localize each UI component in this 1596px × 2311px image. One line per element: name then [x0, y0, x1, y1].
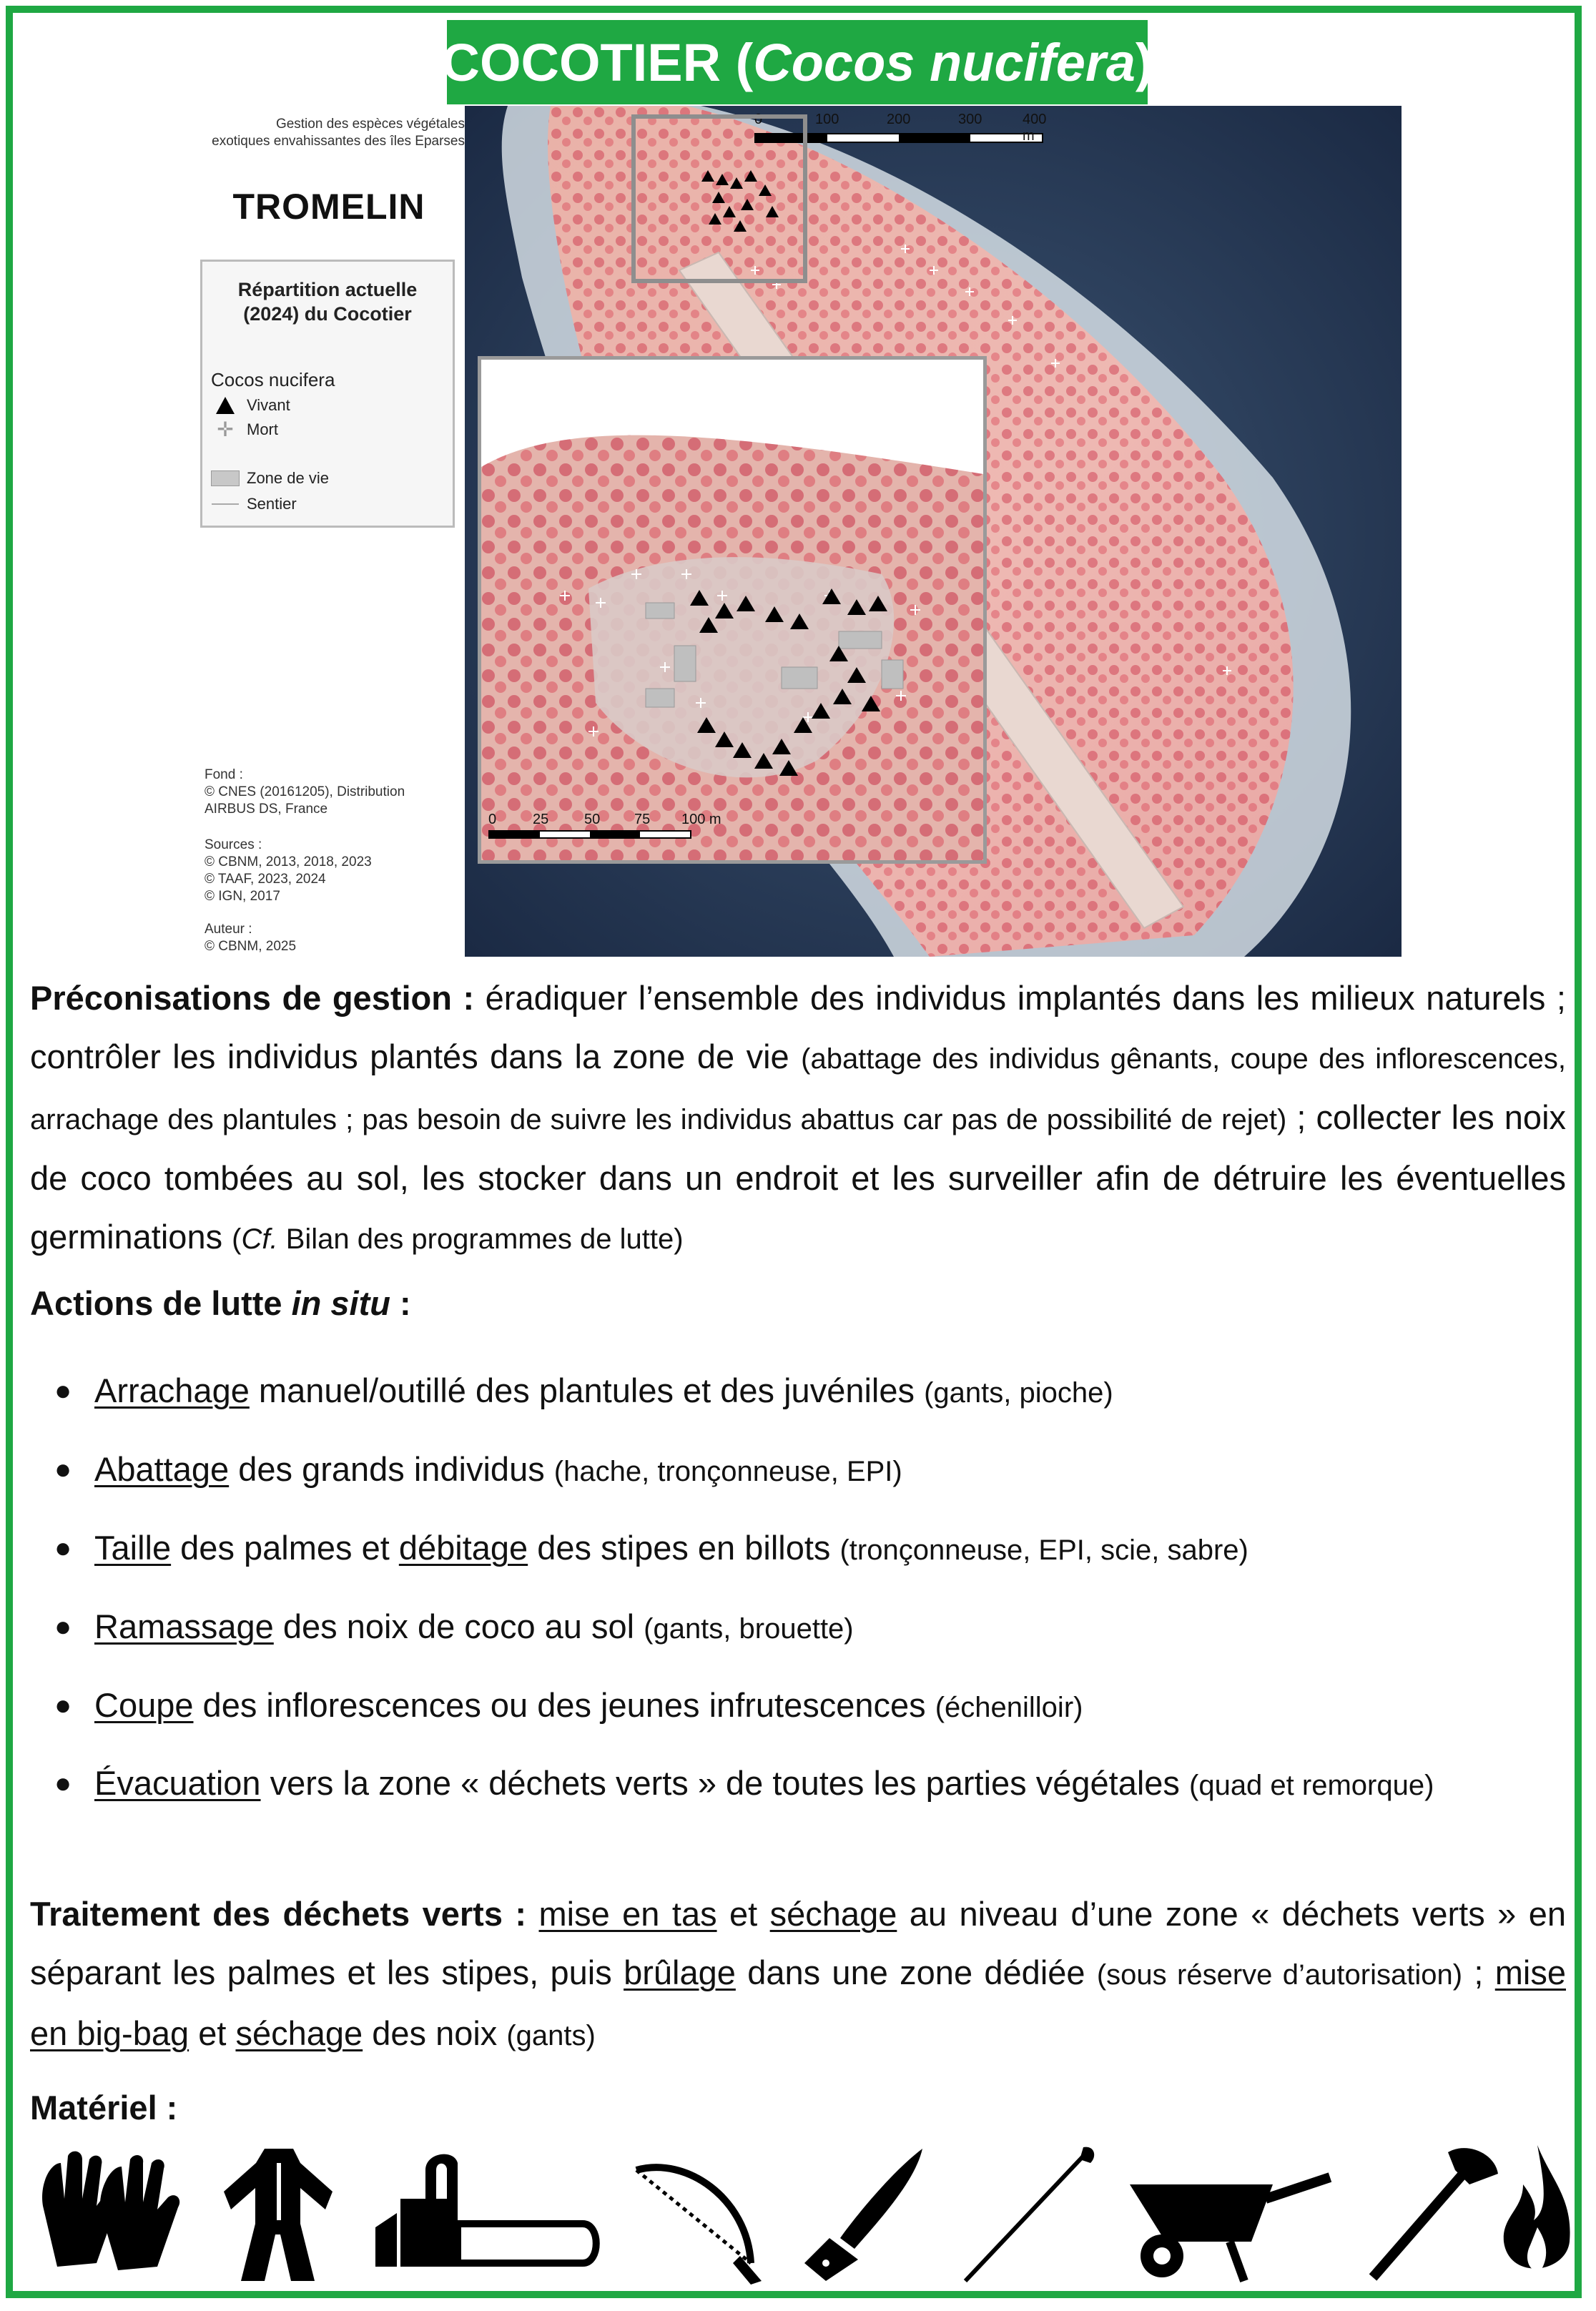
preconisations-bilan: Bilan des programmes de lutte) — [277, 1223, 684, 1255]
org-line-1: Gestion des espèces végétales — [275, 117, 465, 132]
scale-inset-0: 0 — [488, 812, 497, 827]
legend-title — [202, 277, 453, 326]
legend-alive-label: Vivant — [247, 396, 290, 414]
legend-title-line-2: (2024) du Cocotier — [243, 303, 412, 325]
action-tools: (gants, brouette) — [644, 1613, 854, 1645]
legend-title-line-1: Répartition actuelle — [237, 279, 418, 300]
traitement-gants: (gants) — [506, 2020, 596, 2051]
map-legend — [200, 260, 455, 528]
gloves-icon — [29, 2142, 186, 2285]
traitement-space — [526, 1895, 538, 1933]
map-organization — [193, 116, 465, 150]
traitement-big-bag: mise en big-bag — [30, 1953, 1566, 2052]
fond-line-2: AIRBUS DS, France — [205, 802, 328, 817]
action-text: des grands individus — [229, 1450, 554, 1488]
list-item: ● Abattage des grands individus (hache, tronçonneuse, EPI) — [54, 1450, 902, 1488]
materiel-heading: Matériel : — [30, 2089, 178, 2127]
map-credits-author — [205, 921, 296, 955]
legend-row-dead — [211, 420, 278, 439]
preconisations-paragraph — [30, 969, 1566, 1268]
action-text: des inflorescences ou des jeunes infrutescences — [193, 1686, 935, 1724]
traitement-reserve: (sous réserve d’autorisation) — [1096, 1959, 1463, 1991]
action-tools: (gants, pioche) — [924, 1377, 1113, 1409]
org-line-2: exotiques envahissantes des îles Eparses — [212, 134, 465, 149]
title-main: COCOTIER ( — [441, 32, 754, 92]
action-coupe: Coupe — [94, 1686, 194, 1724]
traitement-text-5: et — [189, 2014, 236, 2052]
scale-main-0: 0 — [754, 112, 763, 127]
preconisations-cf: Cf. — [241, 1223, 278, 1255]
preconisations-paren-open: ( — [232, 1223, 242, 1255]
sources-label: Sources : — [205, 837, 262, 852]
map-inset — [478, 356, 987, 864]
zone-swatch-icon — [211, 470, 240, 486]
action-tools: (quad et remorque) — [1189, 1770, 1434, 1801]
list-item: ● Coupe des inflorescences ou des jeunes infrutescences (échenilloir) — [54, 1686, 1083, 1724]
action-text: des noix de coco au sol — [273, 1607, 644, 1645]
map-credits-sources — [205, 837, 372, 905]
preconisations-text-3: ; collecter les noix de coco tombées au sol, les stocker dans un endroit et les surveiller afin de détruire les éventuelles germinations — [30, 1098, 1567, 1256]
legend-row-zone — [211, 469, 329, 488]
map-zoom-rectangle — [631, 114, 807, 283]
traitement-sechage: séchage — [769, 1895, 897, 1933]
scale-main-300: 300 — [958, 112, 982, 127]
author-line-1: © CBNM, 2025 — [205, 939, 297, 954]
path-line-icon — [212, 503, 239, 505]
legend-path-label: Sentier — [247, 495, 297, 513]
action-text: des stipes en billots — [528, 1529, 840, 1567]
list-item: ● Arrachage manuel/outillé des plantules et des juvéniles (gants, pioche) — [54, 1371, 1113, 1409]
bow-saw-icon — [622, 2142, 765, 2285]
legend-row-alive — [211, 396, 290, 415]
map-island-name: TROMELIN — [232, 187, 425, 227]
axe-icon — [1359, 2142, 1502, 2285]
list-item: ● Taille des palmes et débitage des stipes en billots (tronçonneuse, EPI, scie, sabre) — [54, 1529, 1248, 1567]
legend-species: Cocos nucifera — [211, 369, 335, 390]
traitement-brulage: brûlage — [624, 1953, 736, 1991]
actions-list — [30, 1363, 1566, 1813]
action-text: manuel/outillé des plantules et des juvéniles — [249, 1371, 925, 1409]
actions-label-colon: : — [390, 1284, 411, 1322]
actions-label-insitu: in situ — [291, 1284, 390, 1322]
scale-main-100: 100 — [815, 112, 839, 127]
action-tools: (hache, tronçonneuse, EPI) — [553, 1456, 902, 1487]
author-label: Auteur : — [205, 922, 252, 937]
traitement-mise-en-tas: mise en tas — [538, 1895, 717, 1933]
scale-inset-75: 75 — [634, 812, 651, 827]
fond-line-1: © CNES (20161205), Distribution — [205, 784, 405, 799]
action-evacuation: Évacuation — [94, 1764, 261, 1802]
title-latin: Cocos nucifera — [753, 32, 1136, 92]
traitement-text-4: ; — [1462, 1953, 1495, 1991]
action-tools: (échenilloir) — [935, 1692, 1083, 1723]
inset-map-image — [481, 360, 983, 860]
triangle-icon — [216, 397, 235, 414]
machete-icon — [787, 2142, 930, 2285]
coverall-icon — [211, 2142, 347, 2285]
page-title — [441, 20, 1153, 104]
wheelbarrow-icon — [1123, 2142, 1337, 2285]
sources-line-2: © TAAF, 2023, 2024 — [205, 872, 326, 887]
action-taille: Taille — [94, 1529, 172, 1567]
map-scale-inset — [488, 812, 721, 839]
action-tools: (tronçonneuse, EPI, scie, sabre) — [839, 1534, 1248, 1566]
sources-line-3: © IGN, 2017 — [205, 889, 280, 904]
scale-inset-100: 100 m — [681, 812, 721, 827]
list-item: ● Évacuation vers la zone « déchets verts » de toutes les parties végétales (quad et remorque) — [54, 1764, 1434, 1802]
action-arrachage: Arrachage — [94, 1371, 250, 1409]
title-close: ) — [1135, 32, 1153, 92]
traitement-text-6: des noix — [363, 2014, 507, 2052]
traitement-label: Traitement des déchets verts : — [30, 1895, 527, 1933]
fond-label: Fond : — [205, 767, 243, 782]
scale-main-400: 400 m — [1023, 112, 1047, 144]
map-credits-fond — [205, 767, 405, 818]
action-text: vers la zone « déchets verts » de toutes les parties végétales — [260, 1764, 1189, 1802]
actions-label: Actions de lutte — [30, 1284, 292, 1322]
plus-icon: ✛ — [217, 418, 234, 440]
traitement-sechage-noix: séchage — [235, 2014, 363, 2052]
fire-icon — [1498, 2142, 1577, 2285]
action-abattage: Abattage — [94, 1450, 230, 1488]
pole-pruner-icon — [958, 2142, 1101, 2285]
traitement-text-3: dans une zone dédiée — [735, 1953, 1097, 1991]
list-item: ● Ramassage des noix de coco au sol (gants, brouette) — [54, 1607, 854, 1645]
action-debitage: débitage — [398, 1529, 528, 1567]
legend-zone-label: Zone de vie — [247, 469, 329, 487]
map-legend-panel — [193, 106, 465, 957]
chainsaw-icon — [368, 2142, 604, 2285]
scale-main-200: 200 — [887, 112, 911, 127]
scale-inset-50: 50 — [584, 812, 601, 827]
scale-inset-25: 25 — [533, 812, 549, 827]
traitement-text-2: au niveau d’une zone « déchets verts » en séparant les palmes et les stipes, puis — [30, 1895, 1566, 1991]
materiel-icons — [29, 2142, 1573, 2285]
traitement-text-1: et — [716, 1895, 770, 1933]
actions-heading — [30, 1283, 411, 1323]
traitement-paragraph — [30, 1885, 1566, 2065]
preconisations-text-2: (abattage des individus gênants, coupe des inflorescences, arrachage des plantules ; pas besoin de suivre les individus abattus car pas de possibilité de rejet) — [30, 1043, 1566, 1135]
legend-dead-label: Mort — [247, 420, 278, 438]
action-ramassage: Ramassage — [94, 1607, 274, 1645]
preconisations-text-1: éradiquer l’ensemble des individus implantés dans les milieux naturels ; contrôler les individus plantés dans la zone de vie — [30, 979, 1566, 1075]
legend-row-path — [211, 495, 297, 513]
action-text: des palmes et — [171, 1529, 399, 1567]
sources-line-1: © CBNM, 2013, 2018, 2023 — [205, 854, 372, 869]
preconisations-label: Préconisations de gestion : — [30, 979, 475, 1017]
